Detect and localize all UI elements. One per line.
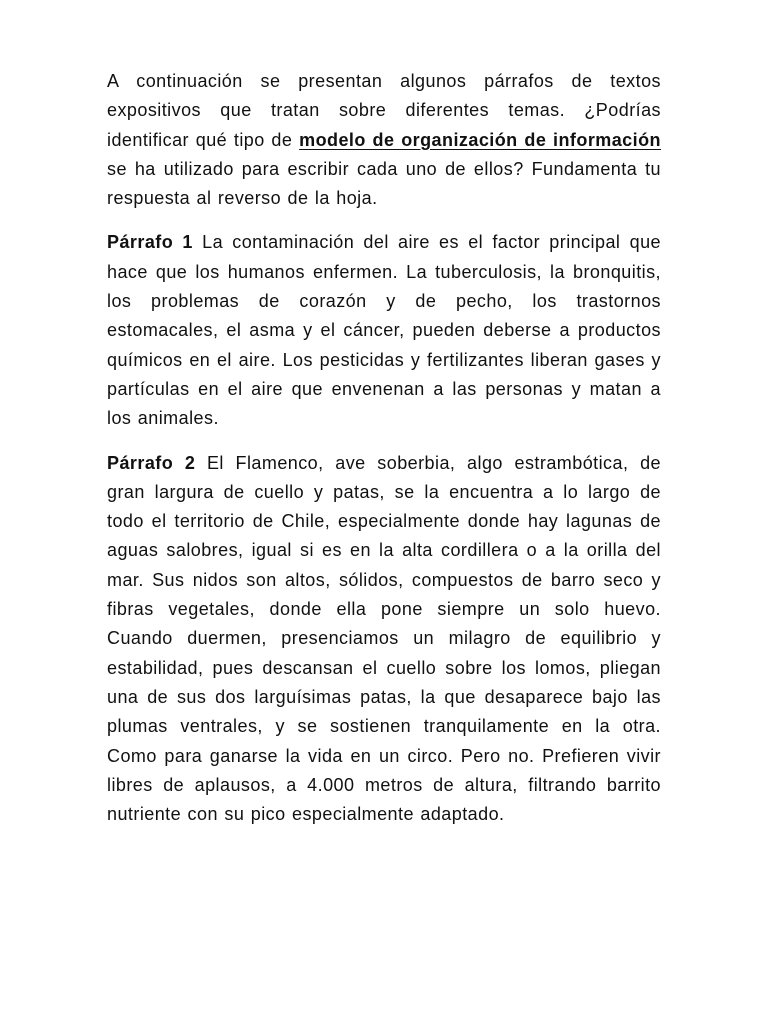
- paragraph-1: [107, 228, 661, 433]
- instructions-emphasis: modelo de organización de información: [299, 129, 661, 150]
- instructions-text-start: A continuación se presentan algunos párrafos de textos expositivos que tratan sobre diferentes temas. ¿Podrías identificar qué tipo de: [107, 71, 661, 150]
- document-body: [107, 67, 661, 844]
- instructions-text-end: se ha utilizado para escribir cada uno de ellos? Fundamenta tu respuesta al reverso de la hoja.: [107, 158, 661, 209]
- paragraph-1-label: Párrafo 1: [107, 232, 193, 253]
- paragraph-2: [107, 449, 661, 830]
- paragraph-2-text: El Flamenco, ave soberbia, algo estrambótica, de gran largura de cuello y patas, se la encuentra a lo largo de todo el territorio de Chile, especialmente donde hay lagunas de aguas salobres, igual si es en la alta cordillera o a la orilla del mar. Sus nidos son altos, sólidos, compuestos de barro seco y fibras vegetales, donde ella pone siempre un solo huevo. Cuando duermen, presenciamos un milagro de equilibrio y estabilidad, pues descansan el cuello sobre los lomos, pliegan una de sus dos larguísimas patas, la que desaparece bajo las plumas ventrales, y se sostienen tranquilamente en la otra. Como para ganarse la vida en un circo. Pero no. Prefieren vivir libres de aplausos, a 4.000 metros de altura, filtrando barrito nutriente con su pico especialmente adaptado.: [107, 452, 661, 825]
- paragraph-1-text: La contaminación del aire es el factor principal que hace que los humanos enfermen. La tuberculosis, la bronquitis, los problemas de corazón y de pecho, los trastornos estomacales, el asma y el cáncer, pueden deberse a productos químicos en el aire. Los pesticidas y fertilizantes liberan gases y partículas en el aire que envenenan a las personas y matan a los animales.: [107, 232, 661, 429]
- paragraph-2-label: Párrafo 2: [107, 452, 196, 473]
- instructions-paragraph: [107, 67, 661, 213]
